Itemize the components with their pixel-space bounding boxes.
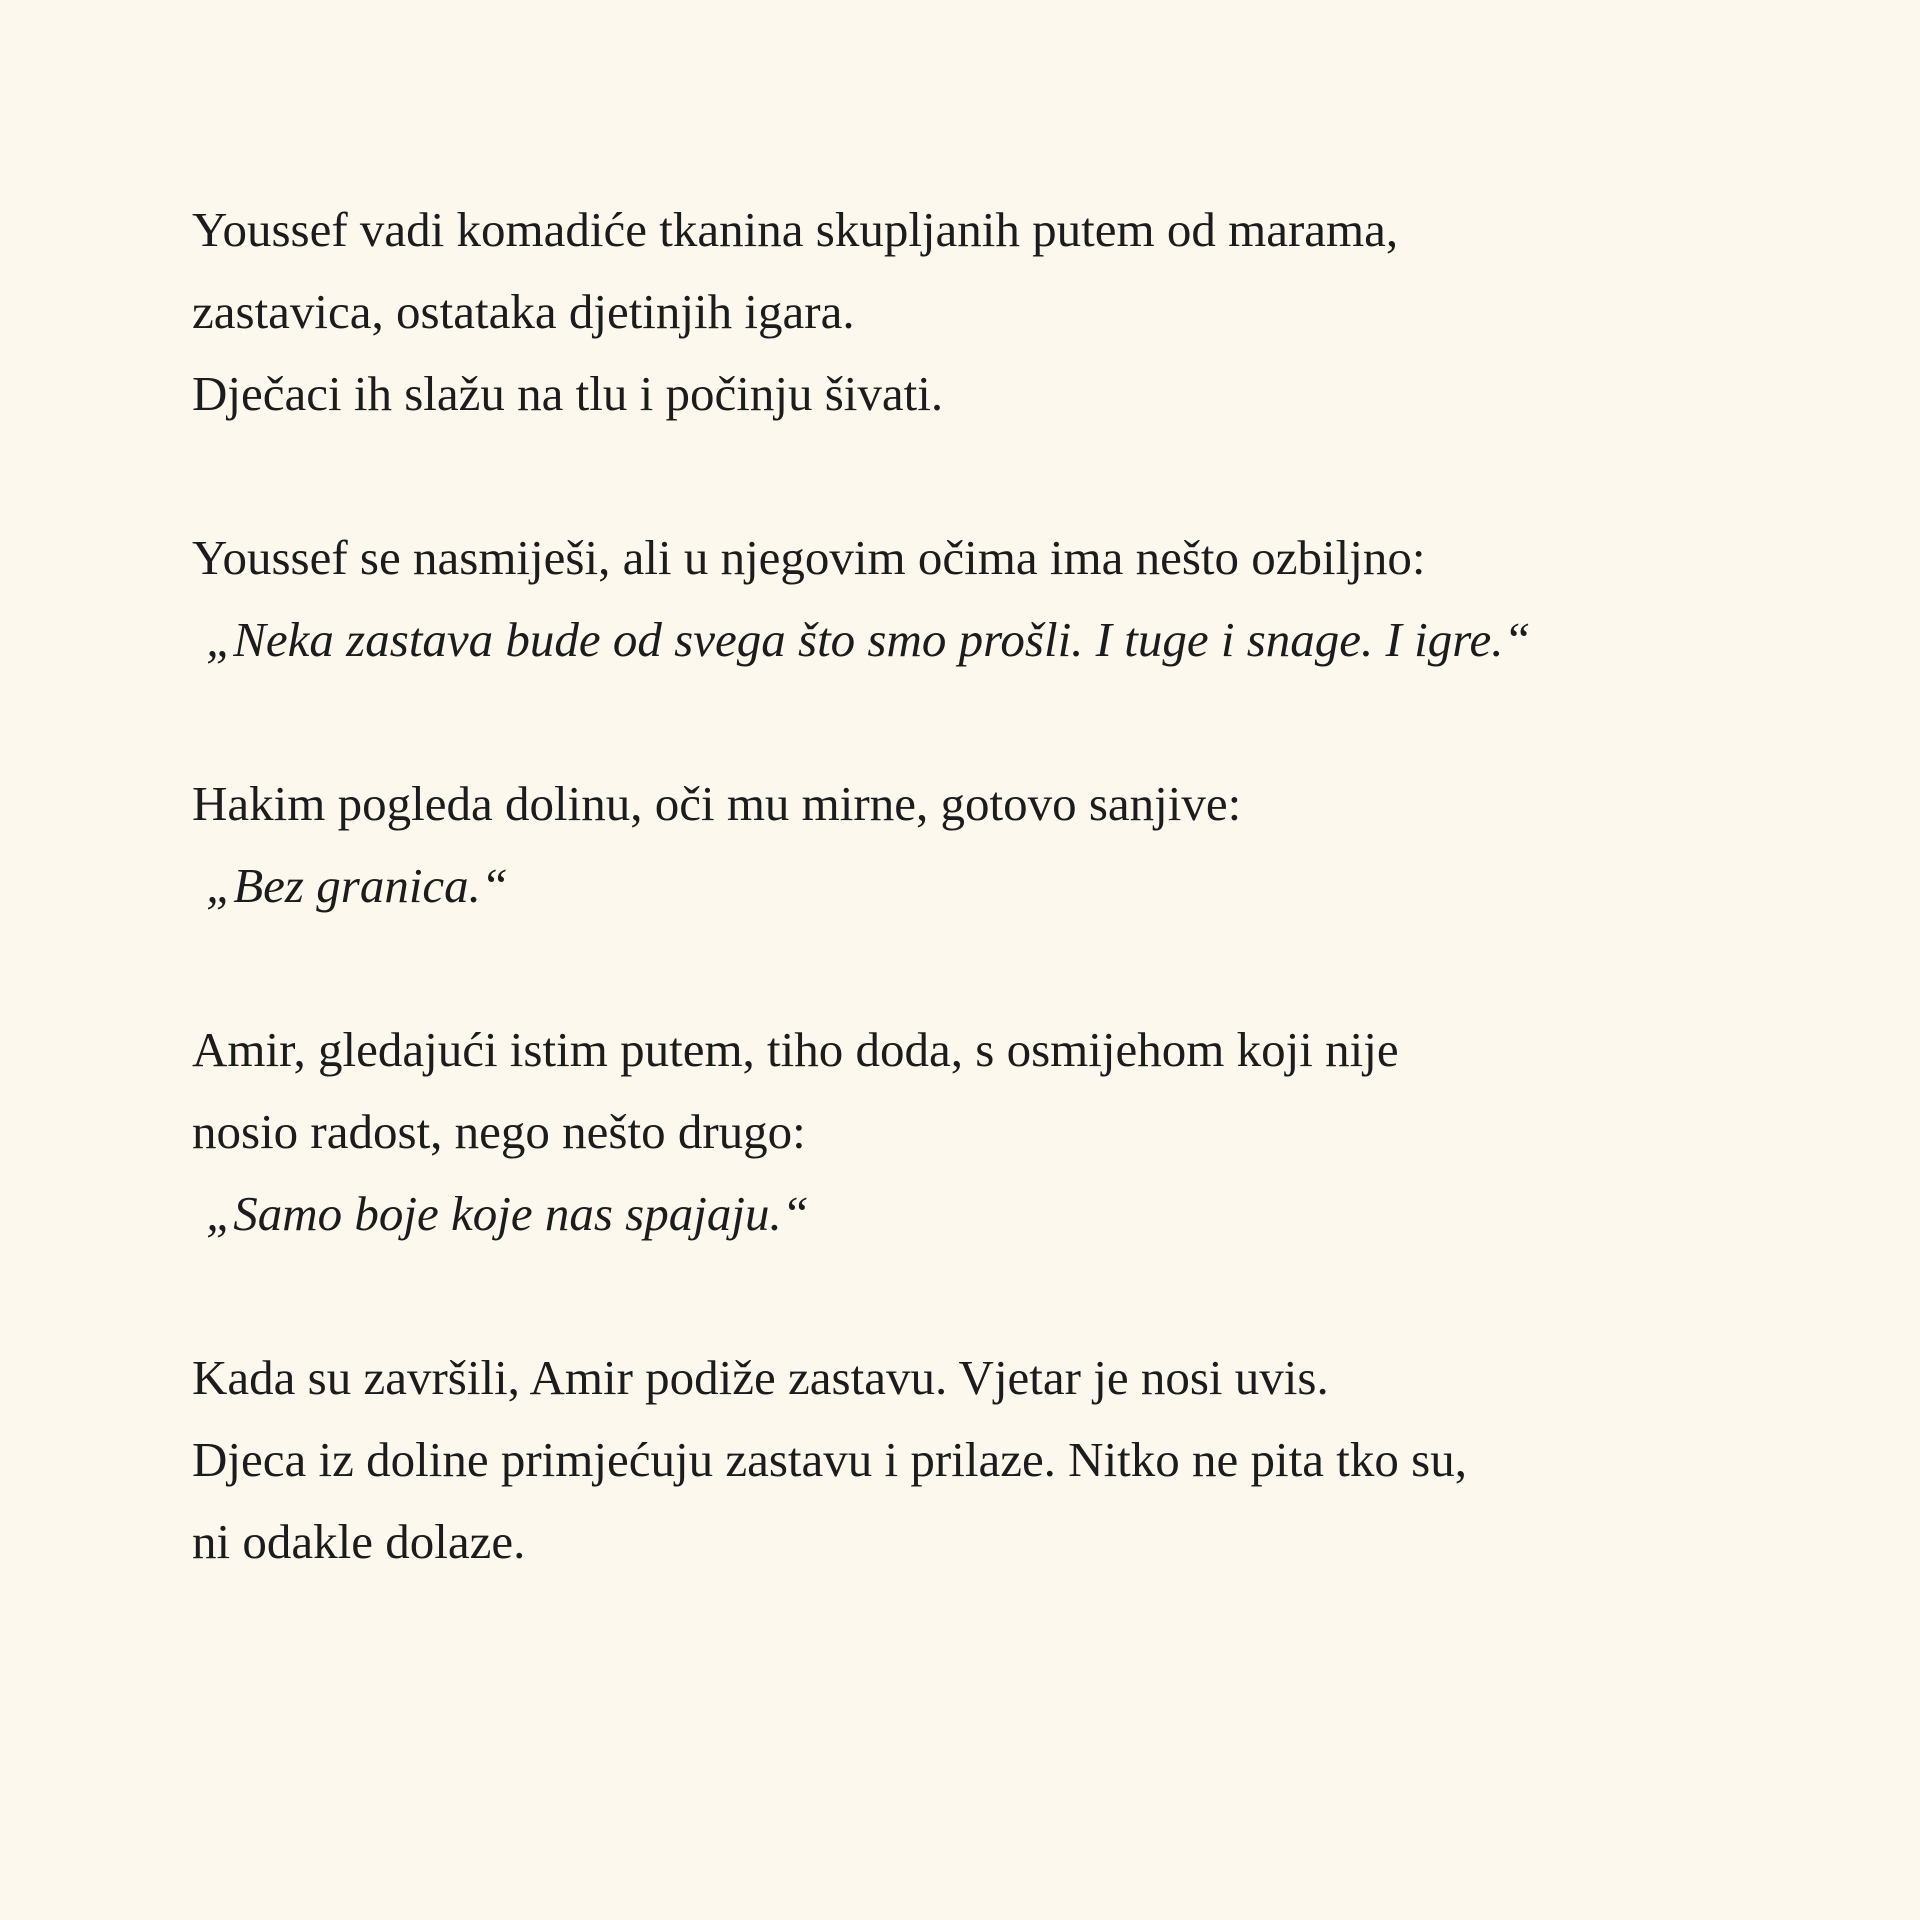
text-line: Amir, gledajući istim putem, tiho doda, s osmijehom koji nije [192, 1022, 1399, 1077]
text-line: Youssef se nasmiješi, ali u njegovim očima ima nešto ozbiljno: [192, 530, 1426, 585]
paragraph-gap [192, 435, 1792, 517]
paragraph-2 [192, 517, 1792, 681]
story-page [192, 189, 1792, 1583]
paragraph-3 [192, 763, 1792, 927]
paragraph-gap [192, 681, 1792, 763]
quote-line: „Bez granica.“ [206, 858, 509, 913]
text-line: Hakim pogleda dolinu, oči mu mirne, gotovo sanjive: [192, 776, 1242, 831]
paragraph-5 [192, 1337, 1792, 1583]
quote-line: „Samo boje koje nas spajaju.“ [206, 1186, 809, 1241]
text-line: Kada su završili, Amir podiže zastavu. Vjetar je nosi uvis. [192, 1350, 1329, 1405]
quote-line: „Neka zastava bude od svega što smo prošli. I tuge i snage. I igre.“ [206, 612, 1531, 667]
text-line: Dječaci ih slažu na tlu i počinju šivati. [192, 366, 944, 421]
paragraph-gap [192, 927, 1792, 1009]
text-line: nosio radost, nego nešto drugo: [192, 1104, 806, 1159]
paragraph-gap [192, 1255, 1792, 1337]
text-line: ni odakle dolaze. [192, 1514, 526, 1569]
paragraph-1 [192, 189, 1792, 435]
text-line: zastavica, ostataka djetinjih igara. [192, 284, 855, 339]
paragraph-4 [192, 1009, 1792, 1255]
text-line: Youssef vadi komadiće tkanina skupljanih putem od marama, [192, 202, 1399, 257]
text-line: Djeca iz doline primjećuju zastavu i prilaze. Nitko ne pita tko su, [192, 1432, 1467, 1487]
